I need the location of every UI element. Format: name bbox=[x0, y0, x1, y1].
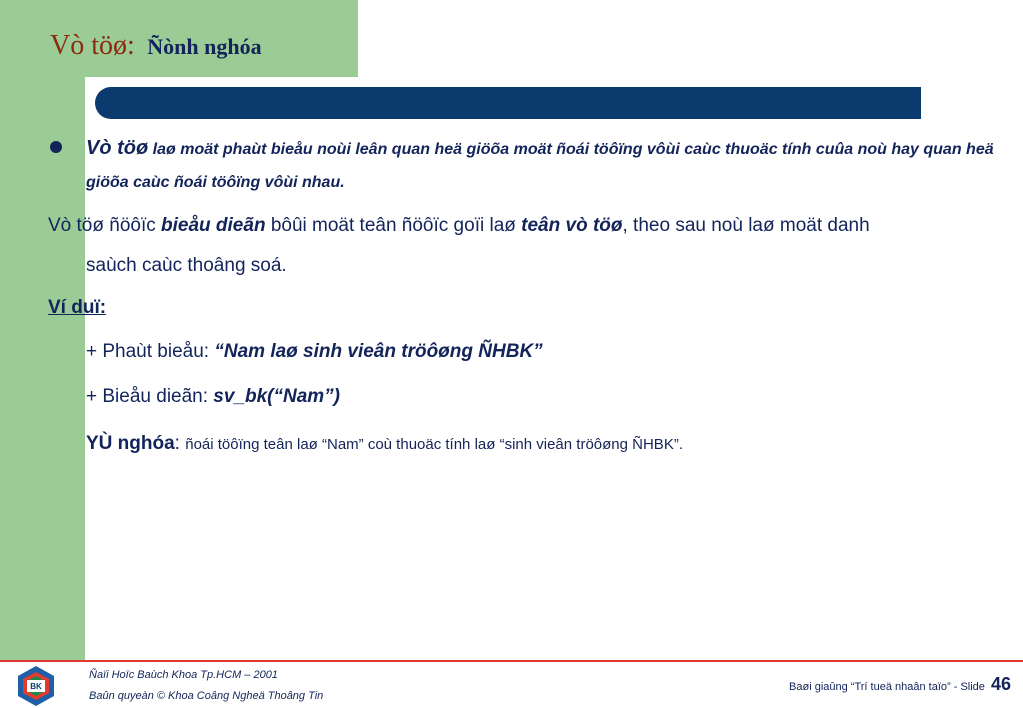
definition-text: laø moät phaùt bieåu noùi leân quan heä giöõa moät ñoái töôïng vôùi caùc thuoäc tính cuûa noù hay quan heä giöõa caùc ñoái töôïng vôùi nhau. bbox=[86, 141, 994, 191]
title-text: Vò töø: bbox=[50, 30, 135, 61]
footer-line-2: Baûn quyeàn © Khoa Coâng Ngheä Thoâng Tin bbox=[89, 690, 324, 702]
representation-line-2: saùch caùc thoâng soá. bbox=[86, 255, 287, 276]
statement-label: + Phaùt bieåu: bbox=[86, 341, 215, 362]
example-representation bbox=[86, 377, 340, 417]
statement-value: “Nam laø sinh vieân tröôøng ÑHBK” bbox=[214, 341, 543, 362]
slide-footer bbox=[789, 674, 1011, 695]
meaning-colon: : bbox=[174, 433, 186, 454]
example-heading: Ví duï: bbox=[48, 297, 107, 318]
footer-credits bbox=[89, 665, 323, 707]
rep-text-e: , theo sau noù laø moät danh bbox=[622, 215, 870, 236]
meaning-label: YÙ nghóa bbox=[86, 433, 175, 454]
footer-line-1: Ñaïi Hoïc Baùch Khoa Tp.HCM – 2001 bbox=[89, 669, 278, 681]
example-statement bbox=[86, 332, 543, 372]
rep-text-d: teân vò töø bbox=[521, 215, 623, 236]
rep-text-a: Vò töø ñöôïc bbox=[48, 215, 162, 236]
representation-value: sv_bk(“Nam”) bbox=[213, 386, 341, 407]
definition-term: Vò töø bbox=[86, 137, 149, 159]
representation-line-1 bbox=[48, 206, 1008, 246]
subtitle-text: Ñònh nghóa bbox=[147, 34, 262, 59]
rep-text-b: bieåu dieãn bbox=[161, 215, 266, 236]
meaning-value: ñoái töôïng teân laø “Nam” coù thuoäc tính laø “sinh vieân tröôøng ÑHBK”. bbox=[185, 436, 683, 453]
definition-paragraph bbox=[86, 132, 1011, 199]
lecture-title: Baøi giaûng “Trí tueä nhaân taïo” - Slide bbox=[789, 681, 985, 693]
bullet-icon bbox=[50, 141, 62, 153]
bk-logo-icon bbox=[14, 664, 58, 708]
representation-paragraph bbox=[48, 206, 1008, 286]
slide-number: 46 bbox=[990, 674, 1011, 694]
representation-label: + Bieåu dieãn: bbox=[86, 386, 214, 407]
rep-text-c: bôûi moät teân ñöôïc goïi laø bbox=[265, 215, 522, 236]
footer-rule bbox=[0, 660, 1023, 662]
logo-text: BK bbox=[30, 682, 42, 691]
example-meaning bbox=[86, 424, 683, 465]
